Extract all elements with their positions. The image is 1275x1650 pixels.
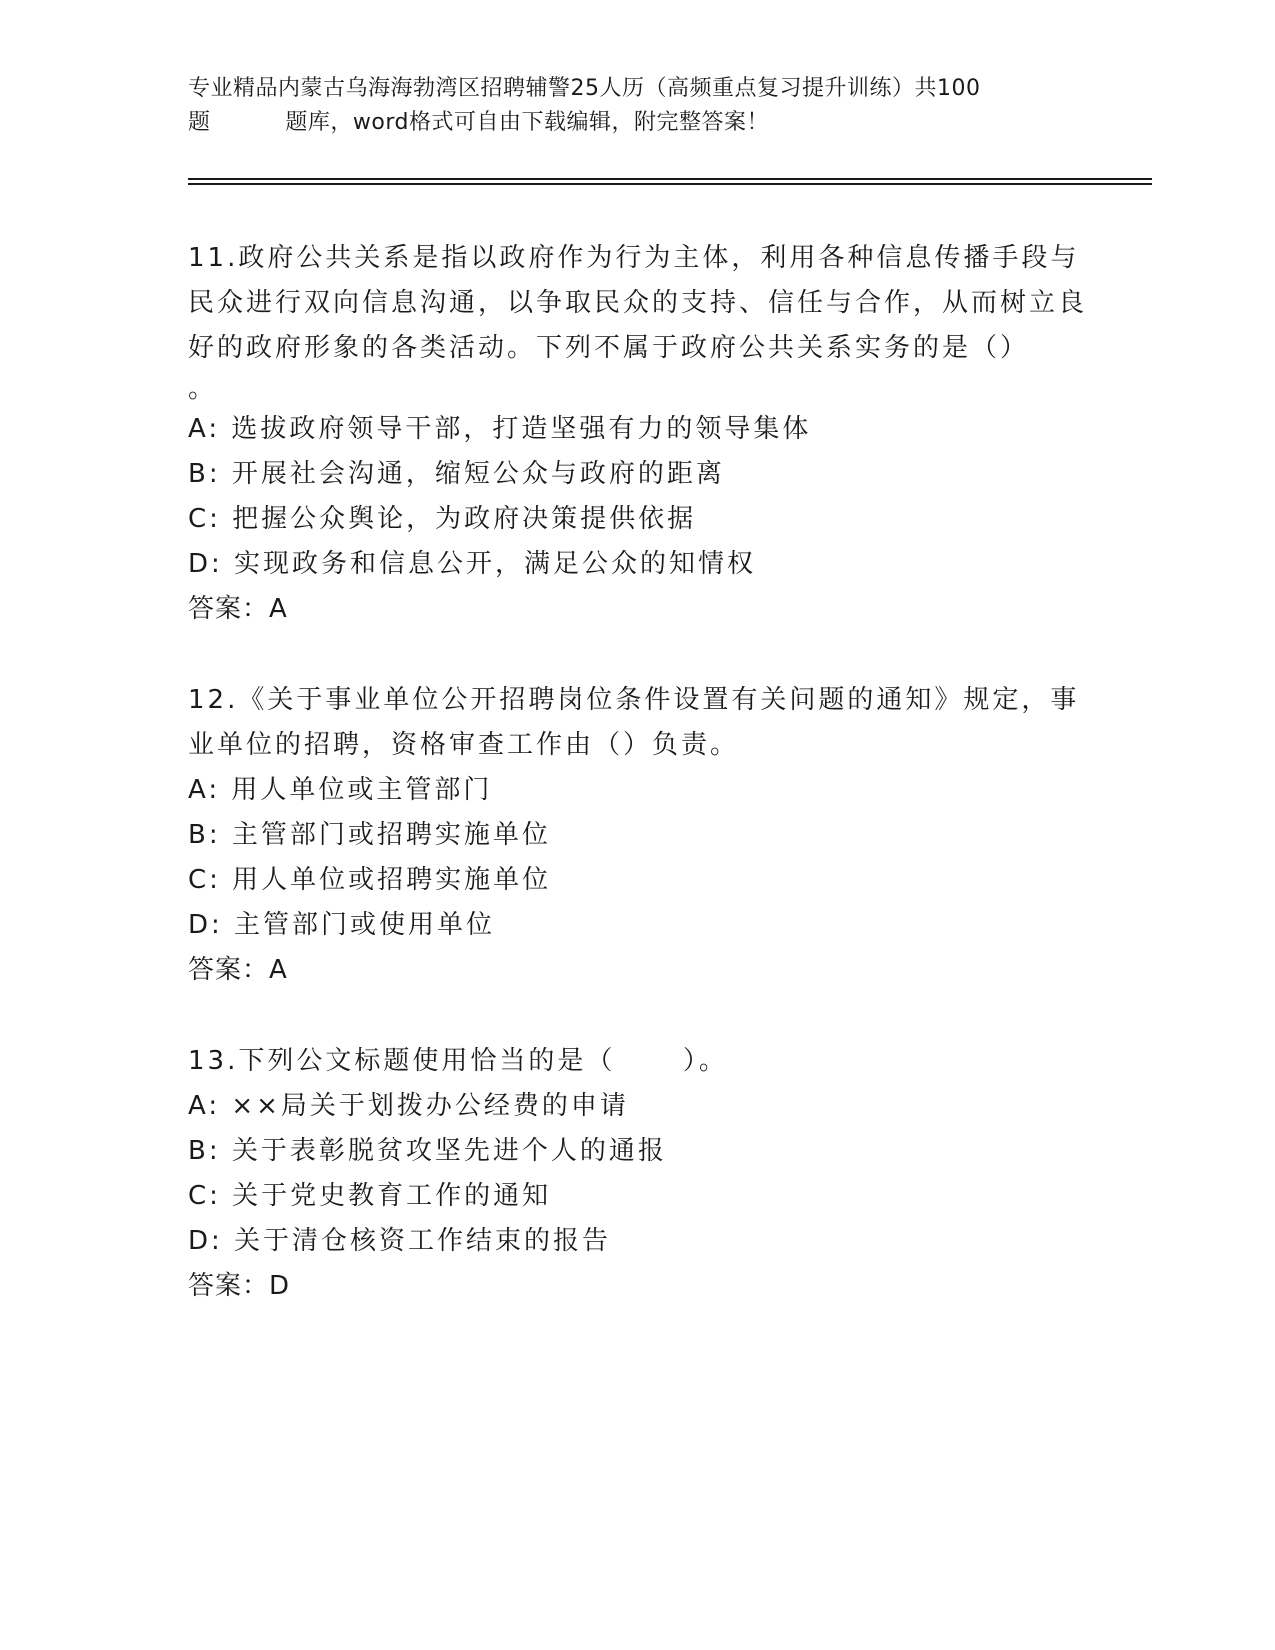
header-rule-bottom [188, 183, 1152, 185]
question-11 [188, 236, 1088, 632]
option-c: C: 关于党史教育工作的通知 [188, 1181, 552, 1211]
option-b: B: 开展社会沟通，缩短公众与政府的距离 [188, 459, 725, 489]
question-13 [188, 1039, 1088, 1309]
option-a: A: 用人单位或主管部门 [188, 775, 493, 805]
question-text-tail: 。 [188, 374, 218, 404]
header-line-1: 专业精品内蒙古乌海海勃湾区招聘辅警25人历（高频重点复习提升训练）共100 [188, 76, 981, 101]
question-text: 13.下列公文标题使用恰当的是（ ）。 [188, 1046, 728, 1076]
answer-label: 答案： [188, 594, 270, 624]
option-d: D: 实现政务和信息公开，满足公众的知情权 [188, 549, 757, 579]
answer-line [188, 1264, 1088, 1309]
option-a: A: ××局关于划拨办公经费的申请 [188, 1091, 629, 1121]
question-text: 11.政府公共关系是指以政府作为行为主体，利用各种信息传播手段与民众进行双向信息沟通，以争取民众的支持、信任与合作，从而树立良好的政府形象的各类活动。下列不属于政府公共关系实务的是（） [188, 243, 1088, 363]
answer-label: 答案： [188, 955, 270, 985]
answer-line [188, 948, 1088, 993]
header-line-2: 题 题库，word格式可自由下载编辑，附完整答案！ [188, 110, 770, 135]
option-c: C: 用人单位或招聘实施单位 [188, 865, 552, 895]
document-header [188, 72, 1088, 140]
option-d: D: 主管部门或使用单位 [188, 910, 496, 940]
answer-value: A [269, 955, 288, 985]
option-b: B: 主管部门或招聘实施单位 [188, 820, 551, 850]
option-b: B: 关于表彰脱贫攻坚先进个人的通报 [188, 1136, 667, 1166]
option-a: A: 选拔政府领导干部，打造坚强有力的领导集体 [188, 414, 812, 444]
answer-value: D [269, 1271, 291, 1301]
option-c: C: 把握公众舆论，为政府决策提供依据 [188, 504, 697, 534]
question-12 [188, 678, 1088, 993]
question-text: 12.《关于事业单位公开招聘岗位条件设置有关问题的通知》规定，事业单位的招聘，资格审查工作由（）负责。 [188, 685, 1080, 760]
question-list [188, 236, 1088, 1355]
option-d: D: 关于清仓核资工作结束的报告 [188, 1226, 612, 1256]
answer-line [188, 587, 1088, 632]
answer-value: A [269, 594, 288, 624]
answer-label: 答案： [188, 1271, 270, 1301]
header-rule-top [188, 178, 1152, 180]
